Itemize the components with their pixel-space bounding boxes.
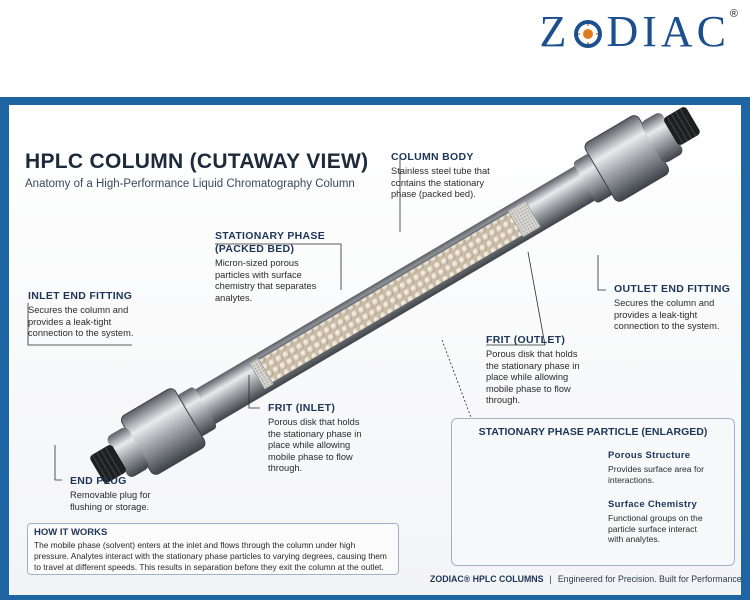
callout-frit-outlet: [486, 334, 586, 407]
surface-chemistry-text: Functional groups on the particle surface interact with analytes.: [608, 513, 703, 544]
callout-stationary-phase-title-1: STATIONARY PHASE: [215, 230, 326, 242]
leader-end-plug: [55, 445, 62, 480]
callout-frit-inlet: [268, 402, 368, 475]
callout-stationary-phase-text: Micron-sized porous particles with surface chemistry that separates analytes.: [215, 258, 317, 303]
particle-panel-title: STATIONARY PHASE PARTICLE (ENLARGED): [478, 426, 708, 438]
callout-stationary-phase: [215, 230, 327, 304]
callout-outlet-end-fitting: [614, 283, 734, 333]
footer-separator: |: [549, 574, 552, 584]
callout-inlet-end-fitting-title: INLET END FITTING: [28, 290, 133, 302]
callout-frit-outlet-title: FRIT (OUTLET): [486, 334, 566, 346]
how-it-works-title: HOW IT WORKS: [34, 527, 108, 538]
callout-frit-inlet-text: Porous disk that holds the stationary phase in place while allowing mobile phase to flow through.: [268, 417, 362, 474]
footer-tagline: Engineered for Precision. Built for Performance.: [557, 574, 745, 584]
leader-outlet-fitting: [598, 255, 606, 290]
logo-letter-z: Z: [539, 7, 571, 56]
callout-end-plug-text: Removable plug for flushing or storage.: [70, 490, 151, 512]
callout-inlet-end-fitting: [28, 290, 158, 340]
callout-column-body-title: COLUMN BODY: [391, 151, 474, 163]
how-it-works-text: The mobile phase (solvent) enters at the inlet and flows through the column under high pressure. Analytes interact with the stationary phase particles to varying degrees, causing them to travel at different speeds. This results in separation before they exit the column at the outlet.: [34, 540, 387, 572]
callout-stationary-phase-title-2: (PACKED BED): [215, 243, 295, 255]
page-subtitle: Anatomy of a High-Performance Liquid Chromatography Column: [25, 178, 355, 190]
callout-frit-outlet-text: Porous disk that holds the stationary phase in place while allowing mobile phase to flow through.: [486, 349, 580, 406]
footer: [430, 574, 744, 584]
page-title: HPLC COLUMN (CUTAWAY VIEW): [25, 150, 369, 173]
surface-chemistry-title: Surface Chemistry: [608, 499, 698, 510]
registered-mark: ®: [729, 8, 742, 20]
logo-letters-diac: DIAC: [606, 7, 730, 56]
callout-surface-chemistry: [608, 498, 708, 545]
callout-end-plug-title: END PLUG: [70, 475, 127, 487]
footer-brand: ZODIAC® HPLC COLUMNS: [430, 574, 544, 584]
leader-particle-dotted: [442, 340, 475, 428]
leader-frit-outlet: [486, 252, 545, 345]
porous-structure-title: Porous Structure: [608, 450, 691, 461]
porous-structure-text: Provides surface area for interactions.: [608, 464, 705, 485]
callout-outlet-end-fitting-text: Secures the column and provides a leak-tight connection to the system.: [614, 298, 720, 332]
callout-frit-inlet-title: FRIT (INLET): [268, 402, 336, 414]
callout-column-body: [391, 151, 491, 201]
callout-porous-structure: [608, 449, 708, 485]
callout-end-plug: [70, 475, 170, 513]
how-it-works-box: [27, 523, 399, 575]
callout-outlet-end-fitting-title: OUTLET END FITTING: [614, 283, 731, 295]
callout-inlet-end-fitting-text: Secures the column and provides a leak-tight connection to the system.: [28, 305, 134, 339]
callout-column-body-text: Stainless steel tube that contains the stationary phase (packed bed).: [391, 166, 490, 200]
